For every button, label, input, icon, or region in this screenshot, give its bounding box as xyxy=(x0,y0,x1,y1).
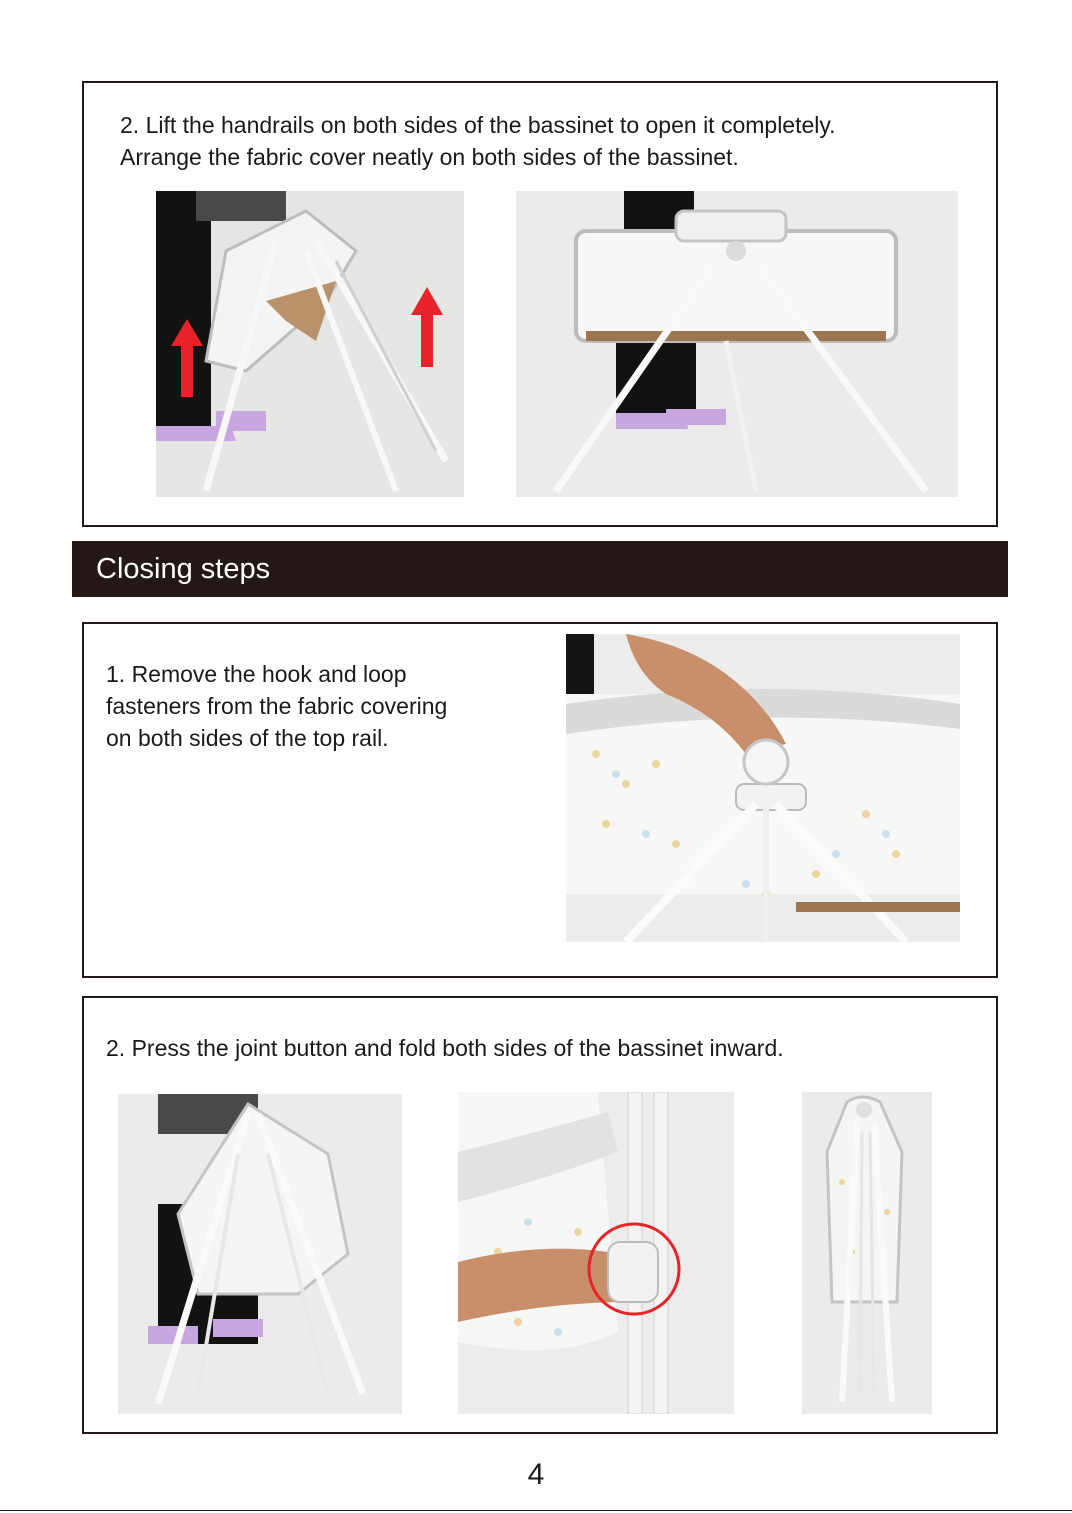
folding-bassinet-photo xyxy=(118,1094,402,1414)
opening-step-2-panel xyxy=(82,81,998,527)
folded-bassinet-photo xyxy=(802,1092,932,1414)
closing-steps-section-header xyxy=(72,541,1008,597)
opened-bassinet-photo xyxy=(516,191,958,497)
closing-step-1-instructions: 1. Remove the hook and loop fasteners from the fabric covering on both sides of the top rail. xyxy=(106,661,448,751)
lifting-handrails-illustration xyxy=(156,191,464,497)
folding-bassinet-illustration xyxy=(118,1094,402,1414)
folded-bassinet-illustration xyxy=(802,1092,932,1414)
footer-divider xyxy=(0,1510,1072,1511)
closing-step-1-panel xyxy=(82,622,998,978)
page-number: 4 xyxy=(527,1458,545,1491)
closing-step-2-instructions: 2. Press the joint button and fold both sides of the bassinet inward. xyxy=(106,1035,784,1061)
closing-step-2-panel xyxy=(82,996,998,1434)
person-lifting-handrails-photo xyxy=(156,191,464,497)
joint-button-closeup-photo xyxy=(458,1092,734,1414)
joint-button-illustration xyxy=(458,1092,734,1414)
section-title: Closing steps xyxy=(96,553,271,585)
hook-loop-fastener-photo xyxy=(566,634,960,942)
opening-step-2-instructions: 2. Lift the handrails on both sides of the bassinet to open it completely. Arrange the fabric cover neatly on both sides of the bassinet. xyxy=(120,112,836,170)
fastener-removal-illustration xyxy=(566,634,960,942)
opened-bassinet-illustration xyxy=(516,191,958,497)
